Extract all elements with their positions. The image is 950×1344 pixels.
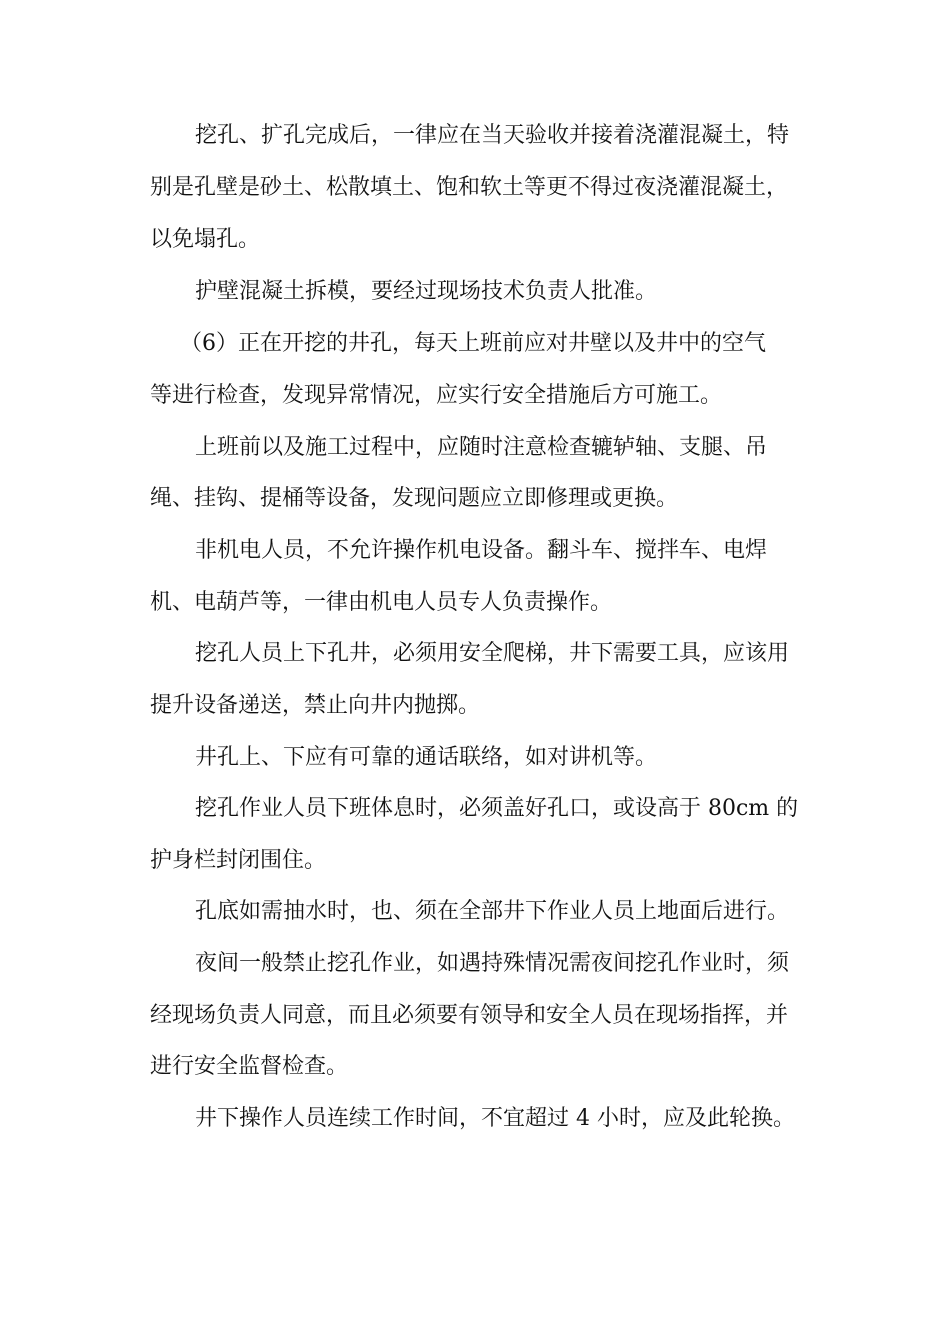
paragraph-line: 经现场负责人同意，而且必须要有领导和安全人员在现场指挥，并: [150, 1003, 789, 1028]
paragraph-line: 非机电人员，不允许操作机电设备。翻斗车、搅拌车、电焊: [195, 538, 768, 563]
paragraph-line: 护身栏封闭围住。: [150, 848, 327, 873]
paragraph-line: 机、电葫芦等，一律由机电人员专人负责操作。: [150, 590, 613, 615]
paragraph-line: 护壁混凝土拆模，要经过现场技术负责人批准。: [195, 279, 658, 304]
paragraph-line: 挖孔、扩孔完成后，一律应在当天验收并接着浇灌混凝土，特: [195, 123, 790, 148]
paragraph-line: 等进行检查，发现异常情况，应实行安全措施后方可施工。: [150, 383, 723, 408]
paragraph-line: 提升设备递送，禁止向井内抛掷。: [150, 693, 481, 718]
paragraph-line: 绳、挂钩、提桶等设备，发现问题应立即修理或更换。: [150, 486, 679, 511]
paragraph-line: 挖孔作业人员下班体息时，必须盖好孔口，或设高于 80cm 的: [195, 796, 799, 821]
paragraph-line: 以免塌孔。: [150, 227, 261, 252]
paragraph-line: 上班前以及施工过程中，应随时注意检查辘轳轴、支腿、吊: [195, 435, 768, 460]
paragraph-line: 井孔上、下应有可靠的通话联络，如对讲机等。: [195, 745, 658, 770]
paragraph-line: 井下操作人员连续工作时间，不宜超过 4 小时，应及此轮换。: [195, 1106, 795, 1131]
paragraph-line: 进行安全监督检查。: [150, 1054, 349, 1079]
paragraph-line: 挖孔人员上下孔井，必须用安全爬梯，井下需要工具，应该用: [195, 641, 790, 666]
paragraph-line: 孔底如需抽水时，也、须在全部井下作业人员上地面后进行。: [195, 899, 790, 924]
paragraph-line: 别是孔壁是砂土、松散填土、饱和软土等更不得过夜浇灌混凝土，: [150, 175, 789, 200]
paragraph-line: （6）正在开挖的井孔，每天上班前应对井壁以及井中的空气: [180, 331, 766, 356]
paragraph-line: 夜间一般禁止挖孔作业，如遇持殊情况需夜间挖孔作业时，须: [195, 951, 790, 976]
